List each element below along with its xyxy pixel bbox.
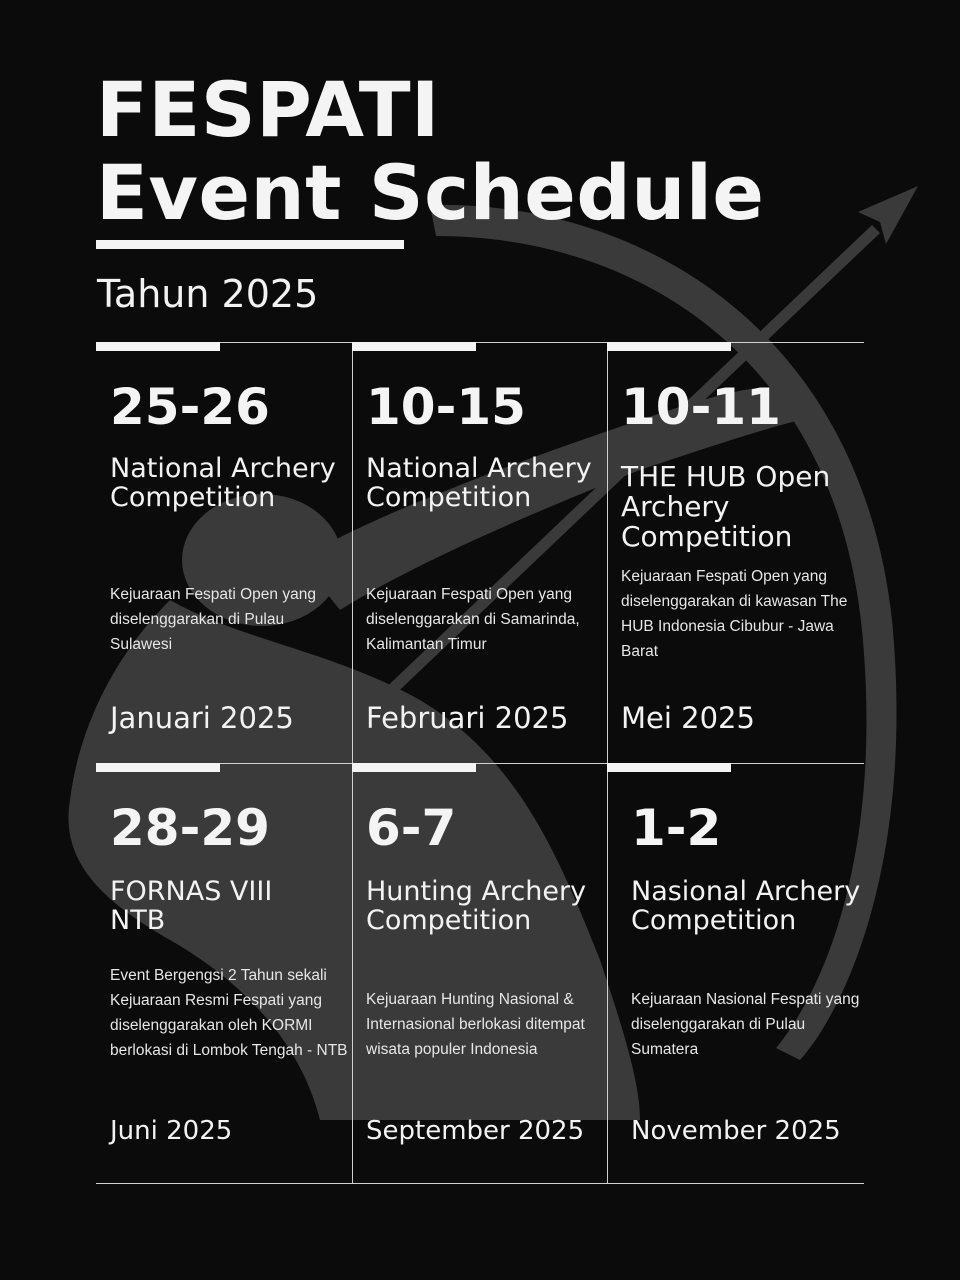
event-name: FORNAS VIII NTB: [110, 876, 273, 936]
event-card-2: [352, 342, 608, 763]
event-month: Juni 2025: [110, 1116, 233, 1146]
event-date: 10-15: [366, 378, 526, 436]
event-card-6: [607, 763, 863, 1184]
event-name: THE HUB Open Archery Competition: [621, 460, 831, 553]
event-description: Event Bergengsi 2 Tahun sekali Kejuaraan Resmi Fespati yang diselenggarakan oleh KORMI berlokasi di Lombok Tengah - NTB: [110, 967, 348, 1059]
event-description: Kejuaraan Nasional Fespati yang diselenggarakan di Pulau Sumatera: [631, 991, 860, 1058]
page-title-line1: FESPATI: [96, 65, 440, 154]
event-name: National Archery Competition: [366, 453, 592, 513]
event-month: Januari 2025: [110, 701, 294, 735]
schedule-grid: [96, 342, 864, 1184]
title-underline: [96, 240, 404, 249]
event-name: Hunting Archery Competition: [366, 876, 587, 936]
event-month: November 2025: [631, 1116, 841, 1146]
event-month: Februari 2025: [366, 701, 569, 735]
event-card-3: [607, 342, 863, 763]
event-date: 28-29: [110, 799, 270, 857]
event-name: Nasional Archery Competition: [631, 876, 861, 936]
event-card-5: [352, 763, 608, 1184]
event-date: 6-7: [366, 799, 457, 857]
event-month: Mei 2025: [621, 701, 755, 735]
event-card-4: [96, 763, 352, 1184]
event-name: National Archery Competition: [110, 453, 336, 513]
event-description: Kejuaraan Hunting Nasional & Internasional berlokasi ditempat wisata populer Indonesia: [366, 991, 585, 1058]
event-description: Kejuaraan Fespati Open yang diselenggarakan di Pulau Sulawesi: [110, 586, 316, 653]
event-description: Kejuaraan Fespati Open yang diselenggarakan di Samarinda, Kalimantan Timur: [366, 586, 580, 653]
page-title-line2: Event Schedule: [96, 148, 765, 237]
event-date: 1-2: [631, 799, 722, 857]
event-date: 10-11: [621, 378, 781, 436]
event-month: September 2025: [366, 1116, 585, 1146]
event-card-1: [96, 342, 352, 763]
event-date: 25-26: [110, 378, 270, 436]
event-description: Kejuaraan Fespati Open yang diselenggarakan di kawasan The HUB Indonesia Cibubur - Jawa Barat: [621, 568, 848, 660]
subtitle: Tahun 2025: [97, 272, 319, 316]
